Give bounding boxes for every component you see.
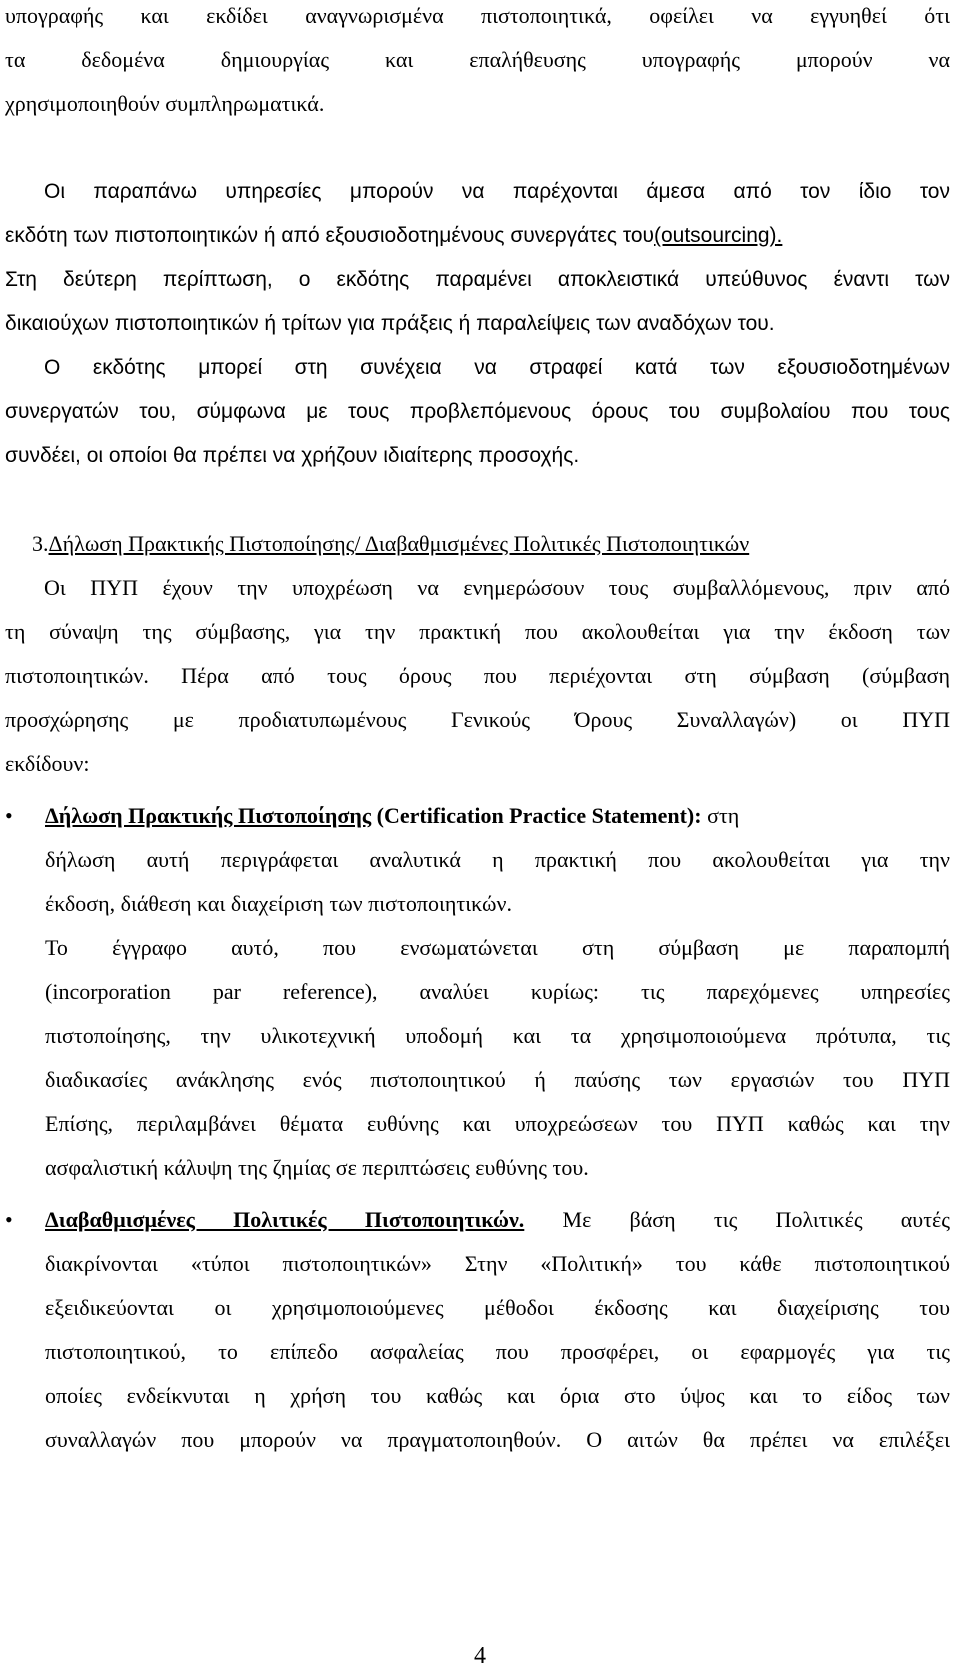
bullet-title: Δήλωση Πρακτικής Πιστοποίησης: [45, 803, 372, 828]
bullet-line: ασφαλιστική κάλυψη της ζημίας σε περιπτώσεις ευθύνης του.: [45, 1155, 589, 1180]
paragraph-line: Οι παραπάνω υπηρεσίες μπορούν να παρέχονται άμεσα από τον ίδιο τον: [44, 180, 950, 203]
paragraph-line: Οι ΠΥΠ έχουν την υποχρέωση να ενημερώσουν τους συμβαλλόμενους, πριν από: [44, 575, 950, 600]
paragraph-line: προσχώρησης με προδιατυπωμένους Γενικούς Όρους Συναλλαγών) οι ΠΥΠ: [5, 707, 950, 732]
bullet-line: συναλλαγών που μπορούν να πραγματοποιηθούν. Ο αιτών θα πρέπει να επιλέξει: [45, 1427, 950, 1452]
bullet-first-line: [45, 802, 950, 830]
paragraph-line: τη σύναψη της σύμβασης, για την πρακτική που ακολουθείται για την έκδοση των: [5, 619, 950, 644]
paragraph-line: πιστοποιητικών. Πέρα από τους όρους που περιέχονται στη σύμβαση (σύμβαση: [5, 663, 950, 688]
bullet-line: έκδοση, διάθεση και διαχείριση των πιστοποιητικών.: [45, 891, 512, 916]
heading-text: Δήλωση Πρακτικής Πιστοποίησης/ Διαβαθμισμένες Πολιτικές Πιστοποιητικών: [48, 531, 750, 556]
paragraph-line: Ο εκδότης μπορεί στη συνέχεια να στραφεί κατά των εξουσιοδοτημένων: [44, 356, 950, 379]
bullet-line: οποίες ενδείκνυται η χρήση του καθώς και όρια στο ύψος και το είδος των: [45, 1383, 950, 1408]
text-span: στη: [701, 803, 740, 828]
bullet-icon: •: [5, 803, 13, 828]
bullet-line: διαδικασίες ανάκλησης ενός πιστοποιητικού ή παύσης των εργασιών του ΠΥΠ: [45, 1067, 950, 1092]
bullet-line: πιστοποίησης, την υλικοτεχνική υποδομή και τα χρησιμοποιούμενα πρότυπα, τις: [45, 1023, 950, 1048]
text-span: εκδότη των πιστοποιητικών ή από εξουσιοδοτημένους συνεργάτες του: [5, 224, 654, 247]
page-number: 4: [474, 1643, 486, 1669]
paragraph-line: συνεργατών του, σύμφωνα με τους προβλεπόμενους όρους του συμβολαίου που τους: [5, 400, 950, 423]
bullet-line: Επίσης, περιλαμβάνει θέματα ευθύνης και υποχρεώσεων του ΠΥΠ καθώς και την: [45, 1111, 950, 1136]
paragraph-line: Στη δεύτερη περίπτωση, ο εκδότης παραμένει αποκλειστικά υπεύθυνος έναντι των: [5, 268, 950, 291]
bullet-line: δήλωση αυτή περιγράφεται αναλυτικά η πρακτική που ακολουθείται για την: [45, 847, 950, 872]
bullet-first-line: [45, 1206, 950, 1234]
section-heading: [32, 530, 950, 558]
heading-number: 3.: [32, 531, 49, 556]
paragraph-line: [5, 222, 950, 250]
bullet-title: Διαβαθμισμένες Πολιτικές Πιστοποιητικών.: [45, 1207, 525, 1232]
paragraph-line: χρησιμοποιηθούν συμπληρωματικά.: [5, 91, 325, 116]
paragraph-line: συνδέει, οι οποίοι θα πρέπει να χρήζουν ιδιαίτερης προσοχής.: [5, 444, 580, 467]
bullet-line: εξειδικεύονται οι χρησιμοποιούμενες μέθοδοι έκδοσης και διαχείρισης του: [45, 1295, 950, 1320]
bullet-line: (incorporation par reference), αναλύει κυρίως: τις παρεχόμενες υπηρεσίες: [45, 979, 950, 1004]
outsourcing-term: (outsourcing).: [653, 224, 783, 247]
bullet-line: πιστοποιητικού, το επίπεδο ασφαλείας που προσφέρει, οι εφαρμογές για τις: [45, 1339, 950, 1364]
bullet-line: διακρίνονται «τύποι πιστοποιητικών» Στην «Πολιτική» του κάθε πιστοποιητικού: [45, 1251, 950, 1276]
bullet-title-suffix: (Certification Practice Statement):: [371, 803, 702, 828]
bullet-line: Το έγγραφο αυτό, που ενσωματώνεται στη σύμβαση με παραπομπή: [45, 935, 950, 960]
bullet-icon: •: [5, 1207, 13, 1232]
paragraph-line: υπογραφής και εκδίδει αναγνωρισμένα πιστοποιητικά, οφείλει να εγγυηθεί ότι: [5, 3, 950, 28]
paragraph-line: τα δεδομένα δημιουργίας και επαλήθευσης υπογραφής μπορούν να: [5, 47, 950, 72]
text-span: Με βάση τις Πολιτικές αυτές: [524, 1207, 950, 1232]
paragraph-line: δικαιούχων πιστοποιητικών ή τρίτων για πράξεις ή παραλείψεις των αναδόχων του.: [5, 312, 775, 335]
paragraph-line: εκδίδουν:: [5, 751, 90, 776]
